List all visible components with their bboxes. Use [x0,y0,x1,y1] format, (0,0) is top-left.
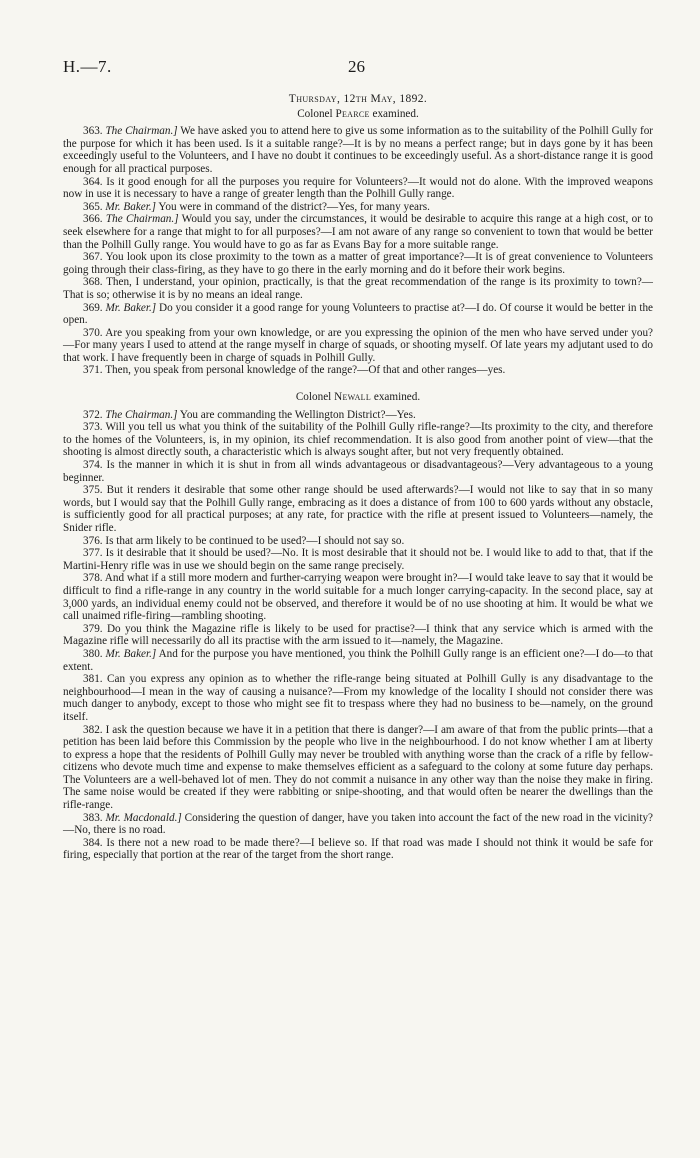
speaker-name: The Chairman.] [105,408,178,421]
question-paragraph [63,409,653,422]
question-number: 368. [83,276,103,289]
question-paragraph [63,302,653,327]
witness-heading [63,108,653,121]
question-paragraph [63,572,653,622]
question-paragraph [63,535,653,548]
speaker-name: The Chairman.] [105,125,178,138]
page-number: 26 [348,57,365,76]
question-number: 363. [83,125,103,138]
page-header [63,57,652,81]
question-number: 367. [83,251,103,264]
speaker-name: Mr. Baker.] [105,647,157,660]
speaker-name: Mr. Macdonald.] [105,811,182,824]
question-text: Can you express any opinion as to whether the rifle-range being situated at Polhill Gully is any disadvantage to the neighbourhood—I mean in the way of causing a nuisance?—From my knowledge of the locality I should not consider there was much danger to anybody, except to those who might see fit to trespass where they had no business to be—namely, on the ground itself. [63,673,653,723]
question-text: We have asked you to attend here to give us some information as to the suitability of the Polhill Gully for the purpose for which it has been used. Is it a suitable range?—It is by no means a perfect range; but in days gone by it has been exceedingly useful to the Volunteers, and I have no doubt it continues to be exceedingly useful. As a short-distance range it is good enough for all practical purposes. [63,125,654,175]
question-paragraph [63,364,653,377]
question-paragraph [63,484,653,534]
question-text: And for the purpose you have mentioned, you think the Polhill Gully range is an efficient one?—I do—to that extent. [63,647,654,673]
question-number: 372. [83,408,103,421]
witness-name: Pearce [335,107,370,120]
question-text: Then, you speak from personal knowledge of the range?—Of that and other ranges—yes. [105,364,506,377]
question-paragraph [63,251,653,276]
question-number: 380. [83,647,103,660]
question-text: Then, I understand, your opinion, practically, is that the great recommendation of the range is its proximity to town?—That is so; otherwise it is by no means an ideal range. [63,276,653,301]
question-text: You are commanding the Wellington District?—Yes. [177,408,416,421]
document-body [63,93,653,862]
question-number: 371. [83,364,103,377]
question-text: You look upon its close proximity to the town as a matter of great importance?—It is of great convenience to Volunteers going through their class-firing, as they have to go there in the early morning and do it before their work begins. [63,251,653,276]
question-text: Is the manner in which it is shut in from all winds advantageous or disadvantageous?—Very advantageous to a young beginner. [63,459,653,484]
question-paragraph [63,176,653,201]
question-paragraph [63,201,653,214]
question-paragraph [63,547,653,572]
witness-suffix: examined. [373,391,421,404]
question-text: Do you consider it a good range for young Volunteers to practise at?—I do. Of course it would be better in the open. [63,301,654,327]
question-text: But it renders it desirable that some other range should be used afterwards?—I would not like to say that in so many words, but I would say that the Polhill Gully range, embracing as it does a distance of from 100 to 600 yards without any obstacle, is sufficiently good for all practical purposes; at any rate, for practice with the rifle at present issued to Volunteers—namely, the Snider rifle. [63,484,653,534]
question-text: I ask the question because we have it in a petition that there is danger?—I am aware of that from the public prints—that a petition has been laid before this Commission by the people who live in the neighbourhood. I do not know whether I am at liberty to express a hope that the residents of Polhill Gully may never be troubled with anything worse than the crack of a rifle by fellow-citizens who devote much time and expense to make themselves efficient as a safeguard to the colony at some future day perhaps. The Volunteers are a well-behaved lot of men. They do not commit a nuisance in any other way than the noise they make in firing. The same noise would be created if they were rabbiting or snipe-shooting, and that would often be nearer the dwellings than the rifle-range. [63,723,654,812]
question-text: Is it good enough for all the purposes you require for Volunteers?—It would not do alone. With the improved weapons now in use it is necessary to have a range of greater length than the Polhill Gully range. [63,175,654,201]
question-paragraph [63,812,653,837]
question-number: 369. [83,301,103,314]
question-number: 376. [83,534,103,547]
question-text: Are you speaking from your own knowledge, or are you expressing the opinion of the men who have served under you?—For many years I used to attend at the range myself in charge of squads, or shooting myself. Of late years my adjutant used to do that work. I have frequently been in charge of squads in Polhill Gully. [63,326,654,364]
speaker-name: Mr. Baker.] [105,200,157,213]
question-number: 370. [83,326,103,339]
question-paragraph [63,837,653,862]
question-number: 365. [83,200,103,213]
speaker-name: Mr. Baker.] [105,301,157,314]
question-text: Is it desirable that it should be used?—No. It is most desirable that it should not be. I would like to add to that, that if the Martini-Henry rifle was in use we should begin on the same range precisely. [63,547,653,572]
witness-name: Newall [334,391,372,404]
document-reference: H.—7. [63,57,112,76]
testimony-section-newall [63,409,653,862]
question-paragraph [63,125,653,175]
witness-title: Colonel [297,107,333,120]
question-text: Will you tell us what you think of the suitability of the Polhill Gully rifle-range?—Its proximity to the city, and therefore to the homes of the Volunteers, is, in my opinion, its chief recommendation. It is also good from another point of view—that the shooting is almost directly south, a characteristic which is always sought after, but not very frequently obtained. [63,421,653,459]
question-paragraph [63,421,653,459]
question-text: Is that arm likely to be continued to be used?—I should not say so. [105,534,405,547]
date-line: Thursday, 12th May, 1892. [288,93,428,105]
question-paragraph [63,276,653,301]
question-paragraph [63,459,653,484]
question-number: 384. [83,836,103,849]
question-number: 382. [83,723,103,736]
question-number: 366. [83,213,103,226]
question-text: Considering the question of danger, have you taken into account the fact of the new road in the vicinity?—No, there is no road. [63,811,653,837]
question-paragraph [63,724,653,812]
question-number: 378. [83,572,103,585]
speaker-name: The Chairman.] [105,213,179,226]
question-paragraph [63,213,653,251]
question-number: 364. [83,175,103,188]
question-number: 379. [83,622,103,635]
witness-title: Colonel [295,391,332,404]
witness-heading [63,391,653,404]
question-number: 375. [83,484,103,497]
question-number: 373. [83,421,103,434]
testimony-section-pearce [63,125,653,377]
question-paragraph [63,327,653,365]
question-text: Would you say, under the circumstances, it would be desirable to acquire this range at a high cost, or to seek elsewhere for a range that might to for all purposes?—I am not aware of any range so convenient to town that would be better than the Polhill Gully range. You would have to go as far as Evans Bay for a more suitable range. [63,213,654,251]
question-text: Is there not a new road to be made there?—I believe so. If that road was made I should not think it would be safe for firing, especially that portion at the rear of the target from the short range. [63,836,654,862]
question-number: 383. [83,811,103,824]
witness-suffix: examined. [372,107,419,120]
question-paragraph [63,648,653,673]
question-paragraph [63,673,653,723]
question-number: 377. [83,547,103,560]
question-paragraph [63,623,653,648]
question-number: 374. [83,459,103,472]
question-number: 381. [83,673,103,686]
question-text: You were in command of the district?—Yes, for many years. [156,200,430,213]
question-text: And what if a still more modern and further-carrying weapon were brought in?—I would take leave to say that it would be difficult to find a rifle-range in any country in the world suitable for a much longer carrying-capacity. In the second place, say at 3,000 yards, an individual enemy could not be observed, and therefore it would be of no use shooting at him. It would be what we call unaimed rifle-firing—rambling shooting. [63,572,653,623]
question-text: Do you think the Magazine rifle is likely to be used for practise?—I think that any service which is armed with the Magazine rifle will necessarily do all its practise with the arm issued to it—namely, the Magazine. [63,622,653,648]
